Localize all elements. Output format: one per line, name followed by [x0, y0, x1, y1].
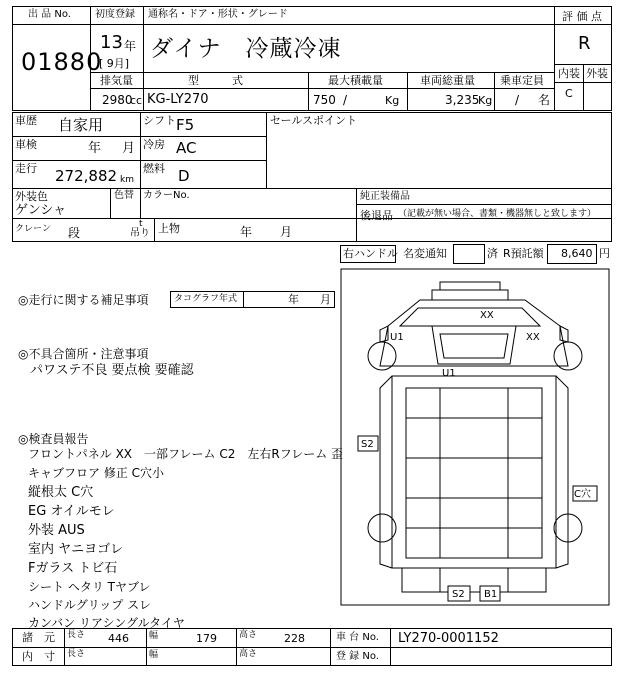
height-label: 高さ [239, 630, 258, 640]
lot-label: 出 品 No. [28, 9, 71, 20]
model-name-label: 通称名・ドア・形状・グレード [148, 9, 288, 20]
driving-notes-title: ◎走行に関する補足事項 [18, 293, 149, 307]
interior-dims-label: 内 寸 [22, 650, 55, 663]
height-value: 228 [284, 632, 305, 645]
defects-text: パワステ不良 要点検 要確認 [30, 363, 194, 378]
defects-title: ◎不具合箇所・注意事項 [18, 347, 149, 361]
first-reg-year-unit: 年 [124, 39, 137, 53]
inspection-label: 車検 [15, 138, 37, 151]
capacity-unit: 名 [538, 93, 551, 107]
yen-unit: 円 [599, 247, 610, 260]
shift-label: シフト [143, 114, 176, 127]
interior-grade-value: C [565, 87, 573, 100]
shift-value: F5 [176, 116, 195, 134]
inspector-line: 縦根太 C穴 [28, 485, 94, 500]
model-code-value: KG-LY270 [147, 92, 209, 107]
inspector-line: 室内 ヤニヨゴレ [28, 542, 124, 557]
width-value: 179 [196, 632, 217, 645]
svg-text:XX: XX [526, 332, 540, 343]
inspection-month: 月 [122, 141, 136, 156]
cab-right-marker-xx [526, 332, 540, 343]
inspector-line: Fガラス トビ石 [28, 561, 118, 576]
max-load-slash: / [343, 93, 348, 107]
aftermarket-label: 後退品 [360, 209, 393, 222]
chassis-label: 車 台 No. [336, 632, 379, 643]
max-load-label: 最大積載量 [328, 74, 383, 87]
right-side-marker-c-hole [574, 487, 591, 500]
interior-height-label: 高さ [239, 649, 258, 659]
recycle-deposit-label: R預託額 [503, 247, 544, 260]
sales-points-label: セールスポイント [270, 114, 358, 127]
inspector-line: ハンドルグリップ スレ [28, 598, 152, 612]
color-label: 外装色 [15, 190, 48, 203]
length-label: 長さ [67, 630, 86, 640]
first-reg-year: 13 [100, 32, 123, 53]
interior-width-label: 幅 [149, 650, 159, 660]
svg-text:B1: B1 [484, 589, 498, 600]
dims-label: 諸 元 [22, 631, 55, 644]
model-name: ダイナ 冷蔵冷凍 [150, 36, 342, 62]
rear-marker-b1 [484, 589, 497, 600]
exterior-grade-label: 外装 [586, 67, 608, 80]
crane-lift: 吊り [130, 228, 150, 239]
first-reg-label: 初度登録 [95, 9, 135, 20]
name-change-label: 名変通知 [403, 247, 447, 260]
recycle-deposit-value: 8,640 [561, 247, 593, 260]
gross-weight-label: 車両総重量 [420, 74, 475, 87]
model-code-label: 型 式 [188, 74, 243, 87]
windshield-marker-u1 [442, 368, 456, 379]
color-change-label: 色替 [114, 190, 134, 201]
max-load-value: 750 [313, 93, 336, 107]
inspector-line: カンバン リアシングルタイヤ [28, 616, 185, 630]
width-label: 幅 [149, 631, 159, 641]
svg-text:C穴: C穴 [574, 489, 591, 500]
crane-step: 段 [68, 226, 81, 240]
name-change-box [453, 244, 485, 264]
color-value: ゲンシャ [15, 203, 67, 218]
cab-left-marker-u1 [390, 332, 404, 343]
gross-weight-value: 3,235 [445, 93, 480, 107]
interior-grade-label: 内装 [558, 67, 580, 80]
grade-value: R [578, 33, 591, 54]
max-load-unit: Kg [385, 94, 400, 107]
svg-text:S2: S2 [361, 439, 374, 450]
inspector-line: EG オイルモレ [28, 504, 115, 519]
displacement-unit: cc [130, 94, 143, 107]
rear-marker-s2 [452, 589, 465, 600]
loading-label: 上物 [158, 222, 180, 235]
svg-text:S2: S2 [452, 589, 465, 600]
left-side-marker-s2 [361, 439, 374, 450]
svg-text:XX: XX [480, 310, 494, 321]
chassis-value: LY270-0001152 [398, 631, 499, 646]
equipment-label: 純正装備品 [360, 191, 410, 202]
history-label: 車歴 [15, 114, 37, 127]
displacement-value: 2980 [102, 93, 133, 107]
ac-label: 冷房 [143, 138, 165, 151]
recycle-done: 済 [487, 247, 498, 260]
inspection-year: 年 [88, 141, 102, 156]
inspector-line: 外装 AUS [28, 523, 85, 538]
svg-text:U1: U1 [442, 368, 456, 379]
loading-month: 月 [280, 225, 293, 239]
first-reg-month: [ 9月] [99, 57, 130, 70]
mileage-label: 走行 [15, 162, 37, 175]
interior-length-label: 長さ [67, 649, 86, 659]
svg-text:U1: U1 [390, 332, 404, 343]
color-code-label: カラーNo. [143, 190, 190, 201]
length-value: 446 [108, 632, 129, 645]
fuel-label: 燃料 [143, 162, 165, 175]
aftermarket-note: （記載が無い場合、書類・機器無しと致します） [398, 209, 597, 219]
tachograph-label: タコグラフ年式 [174, 294, 238, 304]
fuel-value: D [178, 167, 190, 185]
rhd-text: 右ハンドル [343, 247, 398, 260]
registration-label: 登 録 No. [336, 651, 379, 662]
inspector-title: ◎検査員報告 [18, 432, 89, 446]
vehicle-damage-diagram [340, 268, 610, 608]
inspector-line: キャブフロア 修正 C穴小 [28, 466, 165, 480]
displacement-label: 排気量 [100, 74, 133, 87]
crane-ton: t [139, 219, 143, 229]
capacity-label: 乗車定員 [500, 74, 544, 87]
grade-label: 評 価 点 [562, 10, 602, 23]
inspector-line: シート ヘタリ Tヤブレ [28, 580, 151, 594]
ac-value: AC [176, 139, 197, 157]
crane-label: クレーン [15, 224, 51, 234]
mileage-unit: km [120, 175, 134, 185]
inspector-line: フロントパネル XX 一部フレーム C2 左右Rフレーム 歪 [28, 447, 344, 461]
loading-year: 年 [240, 225, 253, 239]
capacity-slash: / [515, 93, 520, 107]
history-value: 自家用 [58, 116, 104, 134]
mileage-value: 272,882 [55, 167, 118, 185]
tachograph-month: 月 [320, 293, 331, 306]
tachograph-year: 年 [288, 293, 299, 306]
gross-weight-unit: Kg [478, 94, 493, 107]
lot-number: 01880 [21, 48, 103, 76]
front-marker-xx [480, 310, 494, 321]
